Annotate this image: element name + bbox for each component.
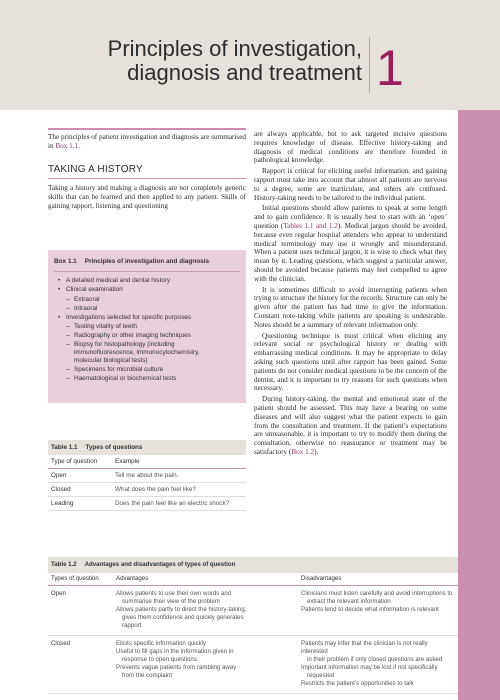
paragraph-text: ). [314, 447, 319, 456]
list-item: • Clinical examination [58, 285, 246, 294]
table-cell: Does the pain feel like an electric shock? [115, 500, 230, 507]
history-paragraph: Taking a history and making a diagnosis are not completely generic skills that can be learned and then applied to any patient. Skills of gaining rapport, listening and questioning [48, 183, 246, 211]
paragraph: Rapport is critical for eliciting useful information, and gaining rapport must take into account that almost all patients are nervous to a degree, some are inarticulate, and others are confused. History-taking needs to be tailored to the individual patient. [254, 167, 447, 202]
chapter-title-line-2: diagnosis and treatment [127, 60, 362, 85]
paragraph [254, 204, 447, 283]
list-item: • A detailed medical and dental history [58, 276, 246, 285]
cell-line: Allows patients to use their own words and [116, 590, 232, 597]
intro-text: The principles of patient investigation and diagnosis are summarised in [48, 133, 246, 151]
cell-line: gives them confidence and quickly generates [122, 614, 244, 621]
list-item-line: Biopsy for histopathology (including [74, 340, 175, 348]
list-item: – Specimens for microbial culture [58, 365, 246, 374]
list-item-line: immunofluorescence, immunocytochemistry, [74, 348, 200, 356]
table-row [48, 483, 246, 497]
column-header: Example [115, 458, 140, 465]
chapter-header [0, 0, 500, 110]
chapter-number: 1 [376, 40, 404, 96]
list-item [58, 341, 246, 365]
list-item: – Intraoral [58, 304, 246, 313]
table-cell: Leading [51, 500, 74, 507]
table-cell: Tell me about the pain. [115, 472, 179, 479]
table-cell: What does the pain feel like? [115, 486, 196, 493]
disadvantages-cell [301, 590, 455, 630]
paragraph-text: Initial questions should allow patients to speak at some length and to gain confidence. It is usually best to start with an ‘open’ question ( [254, 204, 447, 230]
table-title: Types of questions [85, 444, 143, 451]
column-header: Disadvantages [301, 575, 342, 582]
cell-line: from the complaint [122, 672, 173, 679]
advantages-cell [116, 640, 301, 688]
disadvantages-cell [301, 640, 455, 688]
paragraph: Questioning technique is most critical when eliciting any relevant social or psychological history or dealing with embarrassing medical conditions. It may be appropriate to delay asking such questions until after rapport has been gained. Some patients do not consider medical questions to be the concern of the dentist, and it is important to try reasons for such questions when necessary. [254, 331, 447, 393]
table-1-2 [48, 557, 458, 694]
table-row [48, 497, 246, 511]
cell-line: response to open questions [122, 656, 197, 663]
table-title: Advantages and disadvantages of types of question [84, 561, 236, 568]
cell-line: summarise their view of the problem [122, 598, 220, 605]
table-label: Table 1.1 [51, 444, 78, 451]
list-item: – Haematological or biochemical tests [58, 374, 246, 383]
chapter-title-line-1: Principles of investigation, [107, 36, 362, 61]
cell-line: Allows patients partly to direct the history-taking, [116, 606, 247, 613]
section-heading: TAKING A HISTORY [48, 165, 246, 178]
table-label: Table 1.2 [51, 561, 77, 568]
column-header: Type of question [51, 458, 98, 465]
intro-end: . [78, 142, 80, 151]
table-header-row [48, 455, 246, 469]
paragraph: It is sometimes difficult to avoid interrupting patients when trying to structure the history for the records. Structure can only be given after the patient has had time to give the information. Constant note-taking while patients are speaking is undesirable. Notes should be a summary of relevant information only. [254, 285, 447, 329]
column-header: Types of question [51, 575, 99, 582]
box-1-1-link[interactable]: Box 1.1 [55, 142, 79, 151]
list-item-line: molecular biological tests) [74, 356, 148, 364]
paragraph [254, 395, 447, 457]
table-cell: Closed [51, 640, 70, 647]
table-caption [48, 557, 458, 573]
box-heading [54, 250, 240, 272]
box-title: Principles of investigation and diagnosis [84, 258, 210, 265]
table-row [48, 469, 246, 483]
list-item: – Testing vitality of teeth [58, 322, 246, 331]
table-cell: Open [51, 472, 67, 479]
chapter-sidebar [458, 110, 500, 700]
box-list [48, 276, 246, 383]
cell-line: Restricts the patient’s opportunities to talk [301, 680, 414, 687]
table-cell: Closed [51, 486, 71, 493]
advantages-cell [116, 590, 301, 630]
table-caption [48, 440, 246, 455]
cell-line: Elicits specific information quickly [116, 640, 207, 647]
list-item: – Extraoral [58, 295, 246, 304]
cell-line: Patients may infer that the clinician is not really interested [301, 640, 428, 655]
intro-paragraph [48, 133, 246, 151]
table-cell: Open [51, 590, 66, 597]
column-header: Advantages [116, 575, 149, 582]
cell-line: in their problem if only closed questions are asked [307, 656, 443, 663]
table-1-1 [48, 440, 246, 511]
cell-line: Patients tend to decide what information is relevant [301, 606, 439, 613]
cell-line: extract the relevant information [307, 598, 391, 605]
right-column [254, 130, 447, 459]
title-divider [369, 37, 370, 93]
table-header-row [48, 573, 458, 586]
paragraph-text: ). Medical jargon should be avoided, because even regular hospital attenders who appear to understand medical terminology may use it wrongly and misunderstand. When a patient uses technical jargon, it is wise to check what they mean by it. Leading questions, which suggest a particular answer, should be avoided because patients may feel compelled to agree with the clinician. [254, 221, 447, 283]
cell-line: Important information may be lost if not specifically [301, 664, 438, 671]
paragraph-text: During history-taking, the mental and emotional state of the patient should be assessed. This may have a bearing on some diseases and will also suggest what the patient expects to gain from the consultation and treatment. If the patient’s expectations are unreasonable, it is important to try to modify them during the consultation, otherwise no reassurance or treatment may be satisfactory ( [254, 395, 447, 456]
table-row [48, 636, 458, 694]
cell-line: requested [307, 672, 335, 679]
list-item: • Investigations selected for specific purposes [58, 313, 246, 322]
tables-1-1-1-2-link[interactable]: Tables 1.1 and 1.2 [283, 221, 338, 230]
box-label: Box 1.1 [54, 258, 77, 265]
cell-line: rapport [122, 622, 142, 629]
chapter-title [108, 37, 362, 85]
cell-line: Prevents vague patients from rambling away [116, 664, 237, 671]
table-row [48, 586, 458, 636]
box-1-1 [48, 250, 246, 403]
list-item: – Radiography or other imaging techniques [58, 331, 246, 340]
left-column [48, 130, 246, 213]
box-1-2-link[interactable]: Box 1.2 [291, 447, 315, 456]
cell-line: Clinicians must listen carefully and avoid interruptions to [301, 590, 453, 597]
paragraph: are always applicable, but to ask targeted incisive questions requires knowledge of disease. Effective history-taking and diagnosis of medical conditions are therefore founded in pathological knowledge. [254, 130, 447, 165]
cell-line: Useful to fill gaps in the information given in [116, 648, 234, 655]
